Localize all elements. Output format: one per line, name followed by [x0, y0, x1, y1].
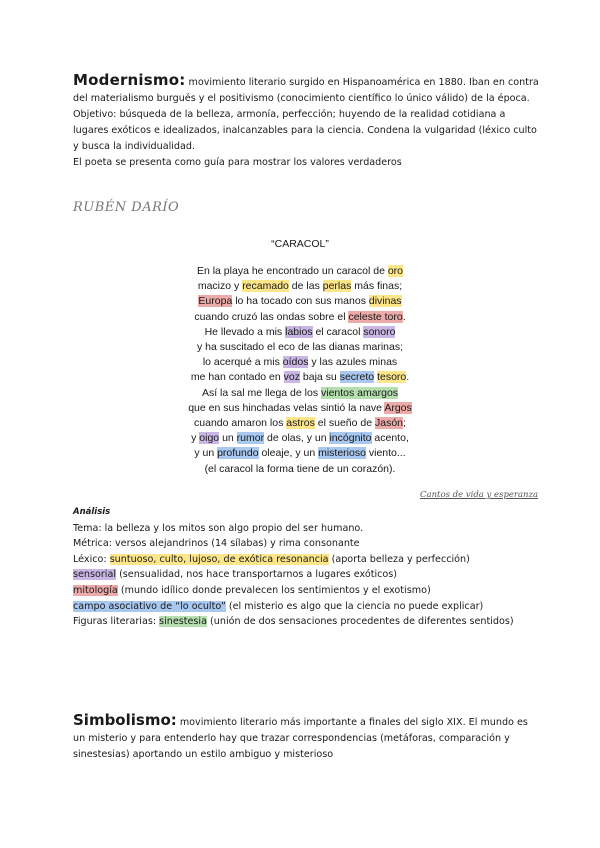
poem-line [150, 370, 450, 385]
poem-text: macizo y [197, 280, 243, 293]
poem-line [150, 401, 450, 416]
poem-text: cuando cruzó las ondas sobre el [194, 310, 349, 323]
modernismo-lead: movimiento literario surgido en Hispanoamérica en 1880. Iban en contra del materialismo burgués y el positivismo (conocimiento científico lo único válido) de la época. [73, 77, 539, 104]
mitologia-rest: (mundo idílico donde prevalecen los sentimientos y el exotismo) [117, 584, 431, 596]
poem-highlight: perlas [322, 280, 352, 293]
poem-highlight: profundo [217, 447, 259, 460]
poeta-paragraph: El poeta se presenta como guía para mostrar los valores verdaderos [73, 157, 402, 168]
poem-text: y un [194, 447, 218, 460]
poem-text: He llevado a mis [204, 325, 286, 338]
poem-line [150, 355, 450, 370]
poem-text: . [402, 310, 406, 323]
poem-highlight: misterioso [318, 447, 366, 460]
poem-highlight: Argos [384, 401, 412, 414]
poem-text: de las [288, 280, 323, 293]
sensorial-highlight: sensorial [73, 569, 117, 581]
poem-line [150, 310, 450, 325]
lexico-label: Léxico: [73, 553, 110, 565]
poem-highlight: sonoro [363, 325, 396, 338]
mitologia-highlight: mitología [73, 584, 118, 596]
oculto-rest: (el misterio es algo que la ciencia no puede explicar) [225, 600, 484, 612]
sensorial-rest: (sensualidad, nos hace transportarnos a lugares exóticos) [116, 569, 398, 581]
author-name: RUBÉN DARÍO [73, 200, 180, 215]
poem-line [150, 325, 450, 340]
poem-text: más finas; [351, 280, 403, 293]
poem-text: un [219, 432, 237, 445]
poem-highlight: oigo [199, 432, 220, 445]
poem-highlight: tesoro [377, 371, 407, 384]
poem-highlight: labios [285, 325, 313, 338]
poem-text: que en sus hinchadas velas sintió la nave [188, 401, 385, 414]
modernismo-paragraph [73, 72, 543, 107]
lexico-rest: (aporta belleza y perfección) [328, 553, 470, 565]
poem-text: me han contado en [190, 371, 284, 384]
figuras-highlight: sinestesia [159, 616, 207, 628]
poem-text: el caracol [312, 325, 364, 338]
poem-text: y las azules minas [308, 356, 398, 369]
poem-highlight: incógnito [329, 432, 372, 445]
poem-text: . [406, 371, 410, 384]
poem-highlight: astros [286, 417, 315, 430]
metrica-line: Métrica: versos alejandrinos (14 sílabas) y rima consonante [73, 538, 360, 550]
poem-highlight: Jasón [375, 417, 404, 430]
poem-line [150, 416, 450, 431]
poem-text: lo ha tocado con sus manos [232, 295, 369, 308]
poem-text: baja su [300, 371, 340, 384]
poem-line [150, 431, 450, 446]
poem-text: lo acerqué a mis [202, 356, 283, 369]
poem-text: En la playa he encontrado un caracol de [196, 265, 388, 277]
oculto-line [73, 599, 543, 615]
tema-line: Tema: la belleza y los mitos son algo propio del ser humano. [73, 522, 364, 534]
poem-text: ; [403, 417, 406, 430]
poem-highlight: secreto [339, 371, 375, 384]
modernismo-section [73, 72, 543, 171]
objetivo-paragraph: Objetivo: búsqueda de la belleza, armonía, perfección; huyendo de la realidad cotidiana a lugares exóticos e idealizados, inalcanzables para la ciencia. Condena la vulgaridad (léxico culto y busca la individualidad. [73, 109, 537, 152]
poem-text: de olas, y un [264, 432, 330, 445]
poem-line [150, 294, 450, 309]
lexico-line [73, 552, 543, 568]
poem-highlight: oro [387, 265, 404, 277]
simbolismo-text: movimiento literario más importante a finales del siglo XIX. El mundo es un misterio y para entenderlo hay que trazar correspondencias (metáforas, comparación y sinestesias) aportando un estilo ambiguo y misterioso [73, 717, 528, 760]
poem-text: el sueño de [314, 417, 375, 430]
simbolismo-heading: Simbolismo: [73, 711, 177, 729]
mitologia-line [73, 583, 543, 599]
poem-text: acento, [371, 432, 409, 445]
poem-line [150, 446, 450, 461]
poem-highlight: Europa [198, 295, 233, 308]
analysis-title: Análisis [73, 507, 111, 517]
poem-highlight: divinas [368, 295, 402, 308]
poem-text: (el caracol la forma tiene de un corazón). [204, 462, 396, 475]
poem-source: Cantos de vida y esperanza [420, 490, 539, 500]
sensorial-line [73, 567, 543, 583]
poem-line [150, 279, 450, 294]
figuras-label: Figuras literarias: [73, 616, 160, 628]
oculto-highlight: campo asociativo de “lo oculto” [73, 600, 226, 612]
poem-highlight: voz [283, 371, 300, 384]
poem-highlight: rumor [236, 432, 265, 445]
poem-text: y [191, 432, 200, 445]
poem-line [150, 462, 450, 477]
poem-text: oleaje, y un [258, 447, 319, 460]
figuras-line [73, 614, 543, 630]
poem-title: “CARACOL” [271, 238, 329, 250]
poem-text: cuando amaron los [194, 417, 287, 430]
poem-body [150, 264, 450, 477]
poem-line [150, 386, 450, 401]
poem-text: Así la sal me llega de los [201, 386, 321, 399]
poem-highlight: recamado [242, 280, 289, 293]
poem-highlight: oídos [282, 356, 309, 369]
poem-line [150, 264, 450, 279]
poem-line [150, 340, 450, 355]
modernismo-heading: Modernismo: [73, 71, 186, 89]
figuras-rest: (unión de dos sensaciones procedentes de diferentes sentidos) [206, 616, 514, 628]
poem-highlight: celeste toro [348, 310, 403, 323]
lexico-highlight: suntuoso, culto, lujoso, de exótica resonancia [109, 553, 329, 565]
simbolismo-paragraph [73, 712, 543, 763]
analysis-section [73, 505, 543, 630]
poem-text: viento... [365, 447, 406, 460]
simbolismo-section [73, 712, 543, 763]
poem-text: y ha suscitado el eco de las dianas marinas; [196, 341, 404, 354]
poem-highlight: vientos amargos [321, 386, 399, 399]
